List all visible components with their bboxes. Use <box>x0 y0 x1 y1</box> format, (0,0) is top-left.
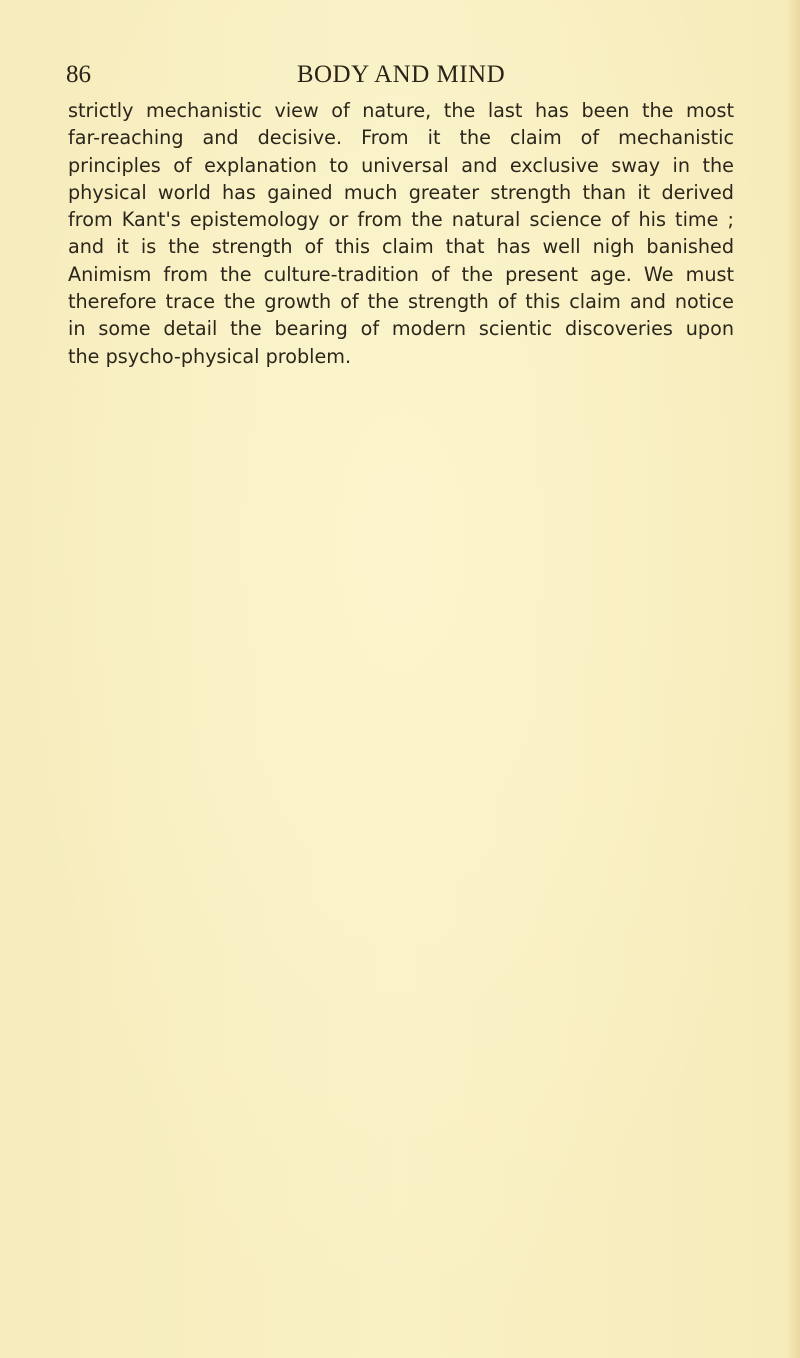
text-line: strictly mechanistic view of nature, the last has been the most <box>68 99 734 122</box>
text-line: far-reaching and decisive. From it the claim of mechanistic <box>68 126 734 150</box>
running-head <box>66 57 736 93</box>
text-line: the psycho-physical problem. <box>68 344 352 368</box>
text-line: physical world has gained much greater strength than it derived <box>68 180 734 204</box>
text-line: principles of explanation to universal and exclusive sway in the <box>68 153 734 177</box>
text-line: in some detail the bearing of modern scientic discoveries upon <box>68 317 734 341</box>
page-number: 86 <box>66 61 91 88</box>
page-edge-shadow <box>786 0 800 1358</box>
text-line: from Kant's epistemology or from the natural science of his time ; <box>68 208 734 232</box>
running-title: BODY AND MIND <box>296 61 506 88</box>
text-line: therefore trace the growth of the strength of this claim and notice <box>68 290 734 314</box>
body-paragraph <box>68 97 734 370</box>
text-line: Animism from the culture-tradition of the present age. We must <box>68 262 734 286</box>
text-line: and it is the strength of this claim that has well nigh banished <box>68 235 734 259</box>
